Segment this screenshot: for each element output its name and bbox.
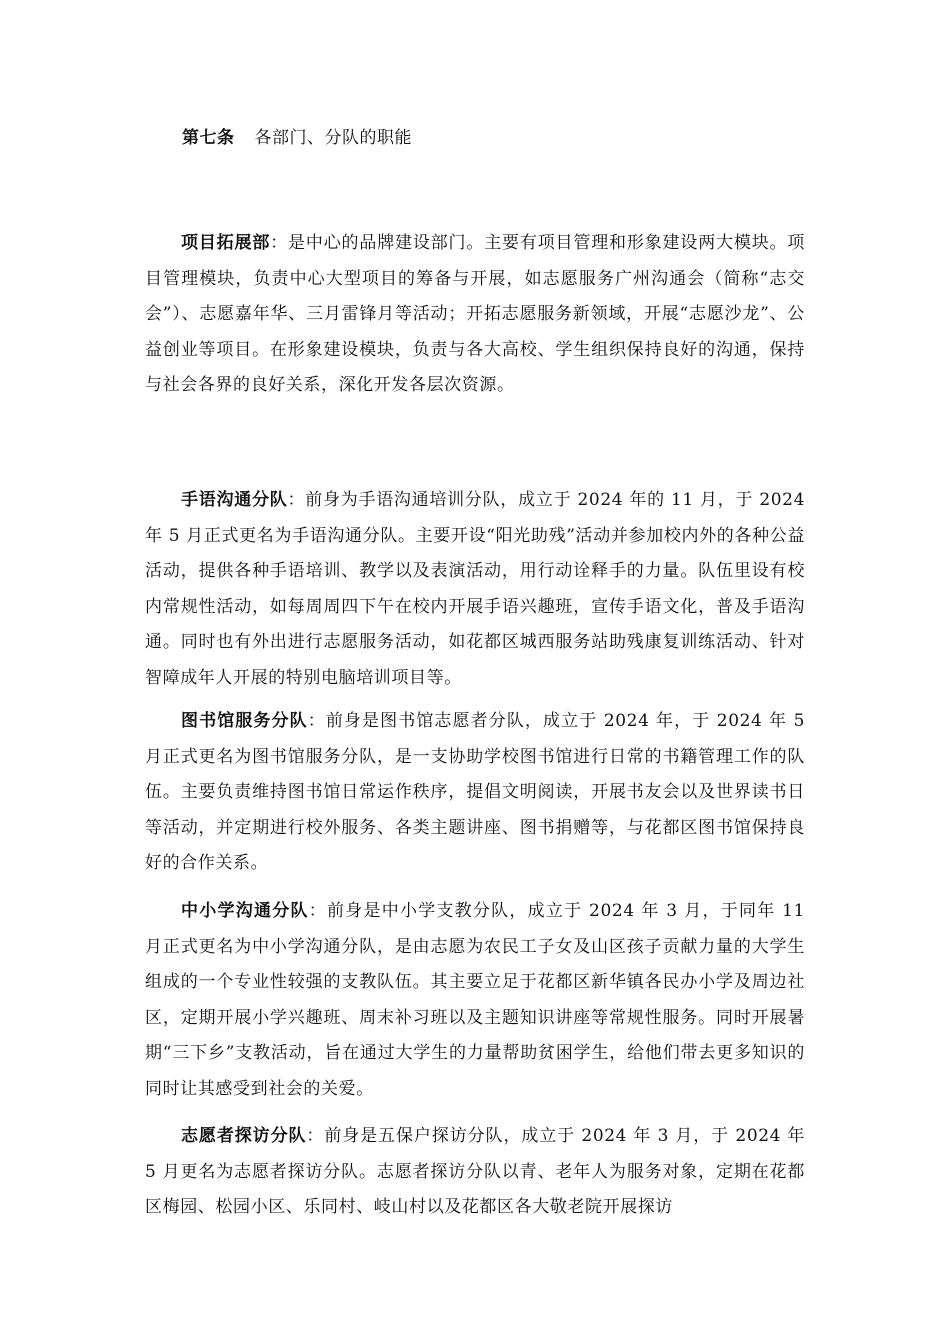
paragraph-sign-language-team bbox=[145, 483, 805, 696]
article-number: 第七条 bbox=[182, 128, 235, 148]
section-separator: ： bbox=[270, 233, 289, 253]
section-lead: 项目拓展部 bbox=[181, 233, 271, 253]
section-separator: ： bbox=[287, 490, 306, 510]
section-separator: ： bbox=[306, 1126, 325, 1146]
section-body: 前身是五保户探访分队，成立于 2024 年 3 月，于 2024 年 5 月更名为志愿者探访分队。志愿者探访分队以青、老年人为服务对象，定期在花都区梅园、松园小区、乐同村、岐山村以及花都区各大敬老院开展探访 bbox=[145, 1126, 805, 1217]
paragraph-project-expansion bbox=[145, 226, 805, 404]
paragraph-school-outreach-team bbox=[145, 894, 805, 1107]
section-body: 前身为手语沟通培训分队，成立于 2024 年的 11 月，于 2024 年 5 月正式更名为手语沟通分队。主要开设“阳光助残”活动并参加校内外的各种公益活动，提供各种手语培训、教学以及表演活动，用行动诠释手的力量。队伍里设有校内常规性活动，如每周周四下午在校内开展手语兴趣班，宣传手语文化，普及手语沟通。同时也有外出进行志愿服务活动，如花都区城西服务站助残康复训练活动、针对智障成年人开展的特别电脑培训项目等。 bbox=[145, 490, 805, 688]
section-lead: 志愿者探访分队 bbox=[181, 1126, 307, 1146]
section-separator: ： bbox=[308, 901, 327, 921]
section-body: 是中心的品牌建设部门。主要有项目管理和形象建设两大模块。项目管理模块，负责中心大型项目的筹备与开展，如志愿服务广州沟通会（简称“志交会”）、志愿嘉年华、三月雷锋月等活动；开拓志愿服务新领域，开展“志愿沙龙”、公益创业等项目。在形象建设模块，负责与各大高校、学生组织保持良好的沟通，保持与社会各界的良好关系，深化开发各层次资源。 bbox=[145, 233, 806, 395]
paragraph-library-service-team bbox=[145, 704, 805, 882]
article-heading bbox=[182, 124, 412, 152]
article-title: 各部门、分队的职能 bbox=[254, 128, 412, 148]
section-body: 前身是图书馆志愿者分队，成立于 2024 年，于 2024 年 5 月正式更名为图书馆服务分队，是一支协助学校图书馆进行日常的书籍管理工作的队伍。主要负责维持图书馆日常运作秩序，提倡文明阅读，开展书友会以及世界读书日等活动，并定期进行校外服务、各类主题讲座、图书捐赠等，与花都区图书馆保持良好的合作关系。 bbox=[145, 711, 805, 873]
section-lead: 中小学沟通分队 bbox=[181, 901, 309, 921]
paragraph-visiting-team bbox=[145, 1119, 805, 1226]
section-lead: 手语沟通分队 bbox=[181, 490, 288, 510]
section-separator: ： bbox=[307, 711, 326, 731]
section-lead: 图书馆服务分队 bbox=[181, 711, 308, 731]
section-body: 前身是中小学支教分队，成立于 2024 年 3 月，于同年 11 月正式更名为中小学沟通分队，是由志愿为农民工子女及山区孩子贡献力量的大学生组成的一个专业性较强的支教队伍。其主要立足于花都区新华镇各民办小学及周边社区，定期开展小学兴趣班、周末补习班以及主题知识讲座等常规性服务。同时开展暑期“三下乡”支教活动，旨在通过大学生的力量帮助贫困学生，给他们带去更多知识的同时让其感受到社会的关爱。 bbox=[145, 901, 805, 1099]
